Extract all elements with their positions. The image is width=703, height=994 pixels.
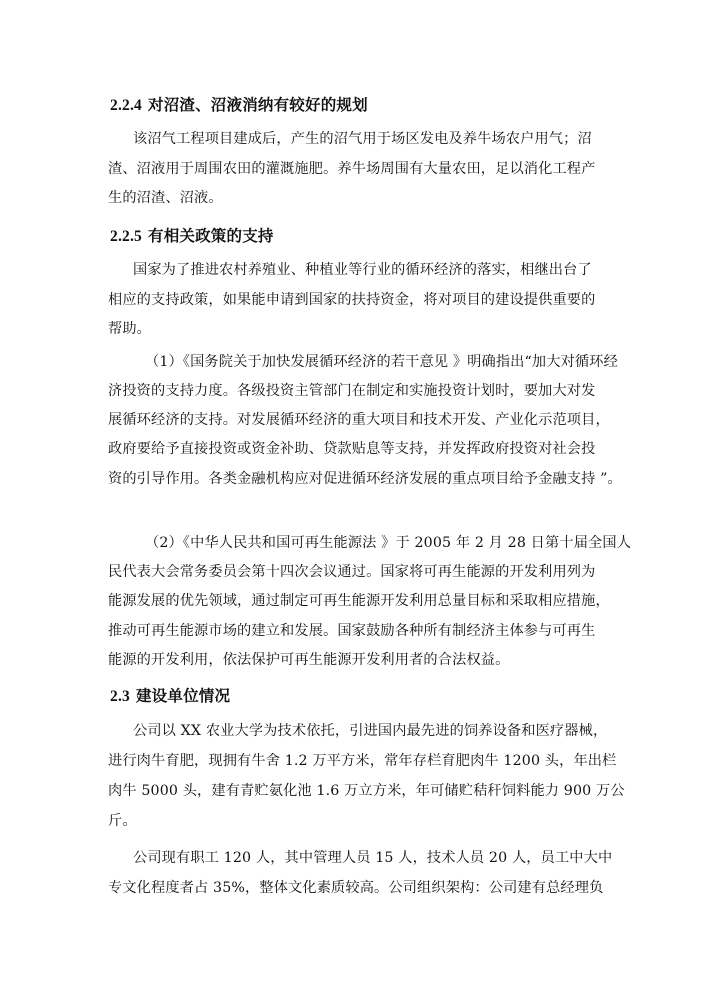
paragraph-line: 该沼气工程项目建成后，产生的沼气用于场区发电及养牛场农户用气；沼 <box>133 131 592 147</box>
paragraph-line: 进行肉牛育肥，现拥有牛舍 1.2 万平方米，常年存栏育肥肉牛 1200 头，年出栏 <box>108 753 617 769</box>
list-item-line: （2）《中华人民共和国可再生能源法 》于 2005 年 2 月 28 日第十届全国人 <box>145 535 632 551</box>
list-item-line: 民代表大会常务委员会第十四次会议通过。国家将可再生能源的开发利用列为 <box>108 564 596 580</box>
paragraph-line: 相应的支持政策，如果能申请到国家的扶持资金，将对项目的建设提供重要的 <box>108 292 596 308</box>
paragraph-line: 公司现有职工 120 人，其中管理人员 15 人，技术人员 20 人，员工中大中 <box>133 850 613 866</box>
list-item-line: 能源发展的优先领域，通过制定可再生能源开发利用总量目标和采取相应措施， <box>108 593 610 609</box>
section-number: 2.2.4 <box>110 97 142 114</box>
section-number: 2.2.5 <box>110 228 142 245</box>
paragraph-line: 专文化程度者占 35%，整体文化素质较高。公司组织架构：公司建有总经理负 <box>108 880 604 896</box>
paragraph-line: 斤。 <box>108 813 137 829</box>
list-item-line: 展循环经济的支持。对发展循环经济的重大项目和技术开发、产业化示范项目， <box>108 412 610 428</box>
paragraph-line: 生的沼渣、沼液。 <box>108 190 223 206</box>
paragraph-line: 公司以 XX 农业大学为技术依托，引进国内最先进的饲养设备和医疗器械， <box>133 723 608 739</box>
list-item-line: （1）《国务院关于加快发展循环经济的若干意见 》明确指出“加大对循环经 <box>145 354 618 370</box>
section-title: 建设单位情况 <box>135 686 231 705</box>
section-heading-2-3 <box>110 684 230 706</box>
section-title: 有相关政策的支持 <box>148 226 274 245</box>
section-heading-2-2-5 <box>110 224 274 246</box>
paragraph-line: 国家为了推进农村养殖业、种植业等行业的循环经济的落实，相继出台了 <box>133 262 592 278</box>
list-item-line: 政府要给予直接投资或资金补助、贷款贴息等支持，并发挥政府投资对社会投 <box>108 441 596 457</box>
section-heading-2-2-4 <box>110 93 368 115</box>
paragraph-line: 渣、沼液用于周围农田的灌溉施肥。养牛场周围有大量农田，足以消化工程产 <box>108 161 596 177</box>
list-item-line: 能源的开发利用，依法保护可再生能源开发利用者的合法权益。 <box>108 652 510 668</box>
list-item-line: 推动可再生能源市场的建立和发展。国家鼓励各种所有制经济主体参与可再生 <box>108 623 596 639</box>
list-item-line: 资的引导作用。各类金融机构应对促进循环经济发展的重点项目给予金融支持 ”。 <box>108 471 622 487</box>
paragraph-line: 肉牛 5000 头，建有青贮氨化池 1.6 万立方米，年可储贮秸秆饲料能力 900 万公 <box>108 783 625 799</box>
list-item-line: 济投资的支持力度。各级投资主管部门在制定和实施投资计划时，要加大对发 <box>108 383 596 399</box>
section-number: 2.3 <box>110 688 130 705</box>
paragraph-line: 帮助。 <box>108 321 152 337</box>
section-title: 对沼渣、沼液消纳有较好的规划 <box>148 95 368 114</box>
